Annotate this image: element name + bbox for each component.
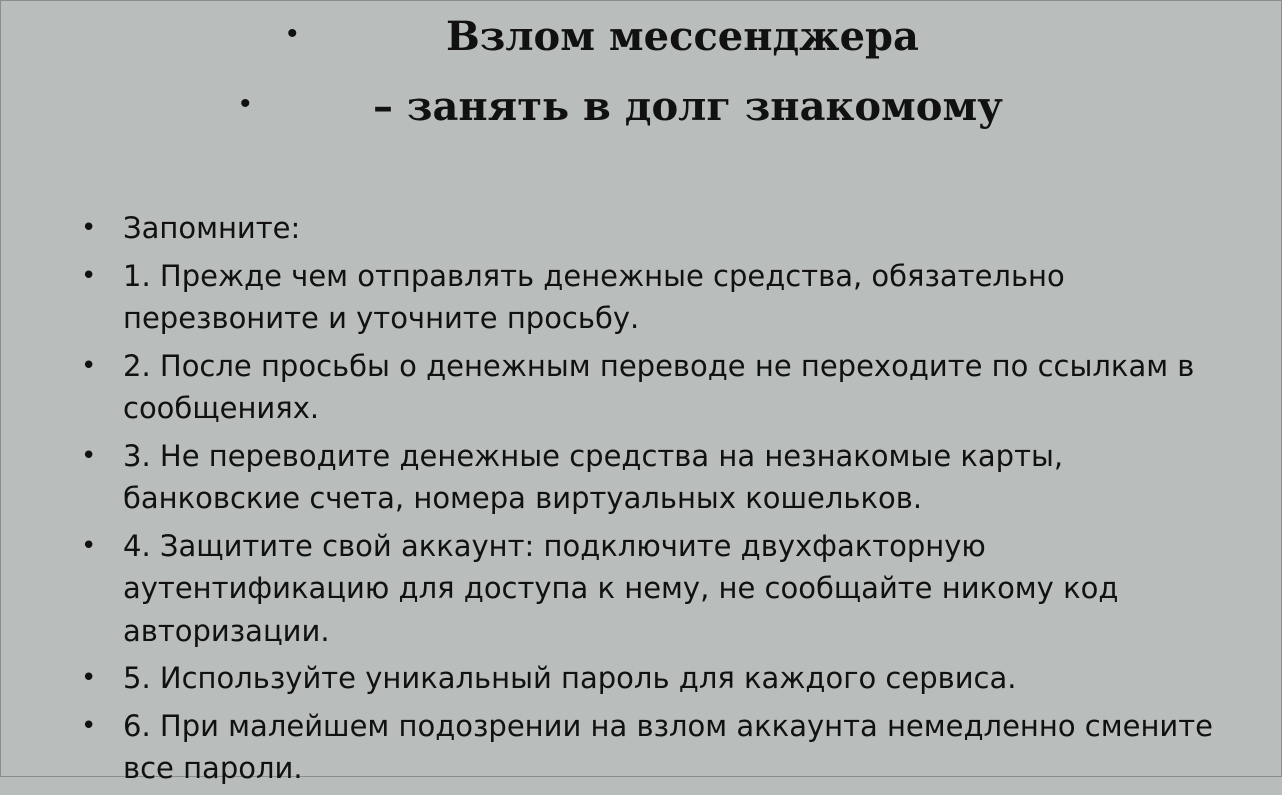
list-item-text: 5. Используйте уникальный пароль для каждого сервиса. [123,661,1017,695]
list-item [1,255,1281,340]
title-bullet: • [287,17,298,50]
bullet-icon: • [81,710,97,741]
slide-subtitle: – занять в долг знакомому [373,83,1003,130]
bullet-icon: • [81,440,97,471]
bullet-icon: • [81,260,97,291]
list-item-text: Запомните: [123,211,301,245]
list-item [1,207,1281,250]
list-item-text: 3. Не переводите денежные средства на незнакомые карты, банковские счета, номера виртуальных кошельков. [123,438,1064,515]
list-item-text: 1. Прежде чем отправлять денежные средства, обязательно перезвоните и уточните просьбу. [123,258,1065,335]
bullet-icon: • [81,350,97,381]
slide-title: Взлом мессенджера [446,13,919,60]
advice-list [1,207,1281,795]
list-item [1,525,1281,653]
list-item [1,657,1281,700]
title-bullet: • [240,87,251,120]
list-item-text: 2. После просьбы о денежным переводе не переходите по ссылкам в сообщениях. [123,348,1195,425]
list-item-text: 4. Защитите свой аккаунт: подключите двухфакторную аутентификацию для доступа к нему, не сообщайте никому код авторизации. [123,528,1119,648]
bullet-icon: • [81,530,97,561]
bullet-icon: • [81,213,97,243]
list-item [1,345,1281,430]
slide-title-line-2 [1,81,1281,141]
list-item-text: 6. При малейшем подозрении на взлом аккаунта немедленно смените все пароли. [123,708,1214,785]
list-item [1,435,1281,520]
bullet-icon: • [81,663,97,693]
slide-title-line-1 [1,13,1281,73]
